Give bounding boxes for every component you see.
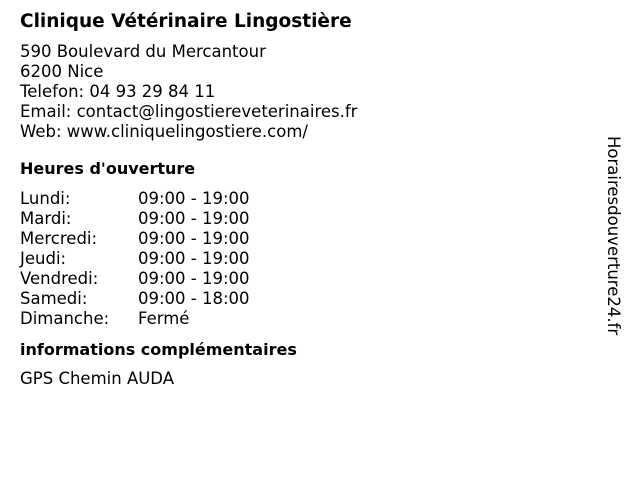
- address-city: 6200 Nice: [20, 62, 104, 81]
- hours-row-friday: [20, 269, 250, 289]
- hours-row-tuesday: [20, 209, 250, 229]
- hours-day: Jeudi:: [20, 249, 67, 268]
- hours-time: 09:00 - 19:00: [138, 269, 250, 288]
- address-street: 590 Boulevard du Mercantour: [20, 42, 266, 61]
- additional-info-text: GPS Chemin AUDA: [20, 369, 175, 388]
- clinic-card: [20, 10, 600, 389]
- hours-time: 09:00 - 19:00: [138, 209, 250, 228]
- hours-row-thursday: [20, 249, 250, 269]
- site-watermark-text: Horairesdouverture24.fr: [604, 136, 623, 336]
- contact-block: [20, 42, 600, 142]
- hours-time: 09:00 - 19:00: [138, 229, 250, 248]
- opening-hours-heading: Heures d'ouverture: [20, 159, 196, 178]
- hours-day: Vendredi:: [20, 269, 99, 288]
- opening-hours-table: [20, 189, 250, 329]
- hours-row-wednesday: [20, 229, 250, 249]
- hours-time: 09:00 - 19:00: [138, 189, 250, 208]
- hours-day: Mercredi:: [20, 229, 98, 248]
- hours-time: 09:00 - 18:00: [138, 289, 250, 308]
- phone-line: Telefon: 04 93 29 84 11: [20, 82, 216, 101]
- hours-day: Mardi:: [20, 209, 72, 228]
- clinic-title: Clinique Vétérinaire Lingostière: [20, 11, 352, 32]
- hours-time: Fermé: [138, 309, 190, 328]
- site-watermark: [603, 136, 623, 335]
- email-line: Email: contact@lingostiereveterinaires.fr: [20, 102, 358, 121]
- hours-day: Dimanche:: [20, 309, 110, 328]
- hours-row-sunday: [20, 309, 250, 329]
- hours-day: Lundi:: [20, 189, 71, 208]
- hours-day: Samedi:: [20, 289, 88, 308]
- hours-time: 09:00 - 19:00: [138, 249, 250, 268]
- hours-row-monday: [20, 189, 250, 209]
- additional-info-heading: informations complémentaires: [20, 340, 297, 359]
- hours-row-saturday: [20, 289, 250, 309]
- website-line: Web: www.cliniquelingostiere.com/: [20, 122, 308, 141]
